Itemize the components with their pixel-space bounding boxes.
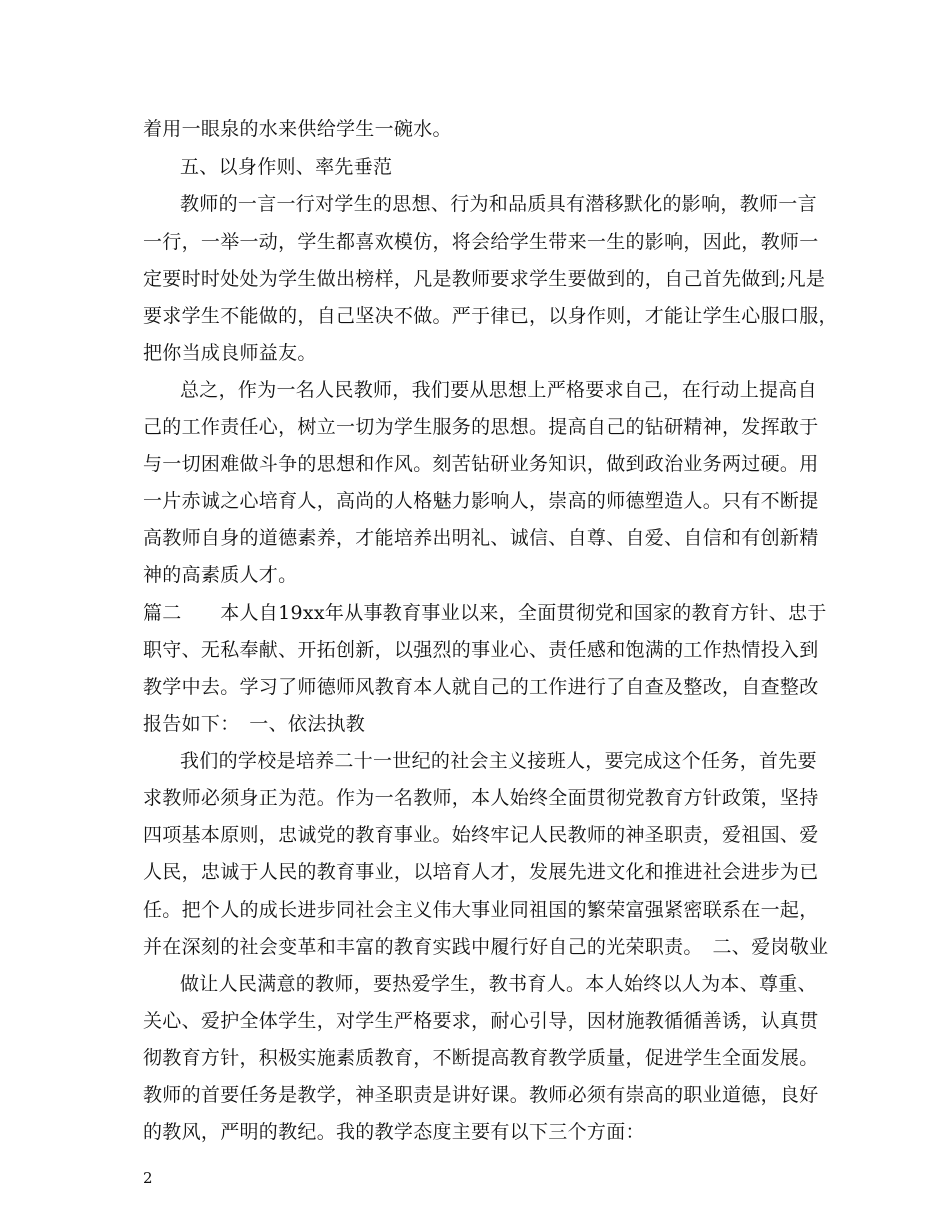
text-line: 四项基本原则，忠诚党的教育事业。始终牢记人民教师的神圣职责，爱祖国、爱	[143, 824, 819, 846]
text-line: 一片赤诚之心培育人，高尚的人格魅力影响人，崇高的师德塑造人。只有不断提	[143, 490, 819, 512]
text-line: 一行，一举一动，学生都喜欢模仿，将会给学生带来一生的影响，因此，教师一	[143, 231, 819, 253]
text-line: 与一切困难做斗争的思想和作风。刻苦钻研业务知识，做到政治业务两过硬。用	[143, 453, 819, 475]
text-line: 我们的学校是培养二十一世纪的社会主义接班人，要完成这个任务，首先要	[180, 750, 817, 772]
text-line: 人民，忠诚于人民的教育事业，以培育人才，发展先进文化和推进社会进步为已	[143, 861, 819, 883]
text-line: 己的工作责任心，树立一切为学生服务的思想。提高自己的钻研精神，发挥敢于	[143, 416, 819, 438]
text-line: 报告如下： 一、依法执教	[143, 713, 366, 735]
text-line: 并在深刻的社会变革和丰富的教育实践中履行好自己的光荣职责。 二、爱岗敬业	[143, 936, 829, 958]
text-line: 着用一眼泉的水来供给学生一碗水。	[143, 118, 452, 140]
text-line: 教师的首要任务是教学，神圣职责是讲好课。教师必须有崇高的职业道德，良好	[143, 1084, 819, 1106]
text-line: 求教师必须身正为范。作为一名教师，本人始终全面贯彻党教育方针政策，坚持	[143, 787, 819, 809]
text-line: 要求学生不能做的，自己坚决不做。严于律已，以身作则，才能让学生心服口服，	[143, 305, 838, 327]
text-line: 教师的一言一行对学生的思想、行为和品质具有潜移默化的影响，教师一言	[180, 193, 817, 215]
text-line: 篇二 本人自19xx年从事教育事业以来，全面贯彻党和国家的教育方针、忠于	[143, 602, 827, 624]
text-line: 彻教育方针，积极实施素质教育，不断提高教育教学质量，促进学生全面发展。	[143, 1047, 819, 1069]
text-line: 神的高素质人才。	[143, 564, 298, 586]
text-line: 定要时时处处为学生做出榜样，凡是教师要求学生要做到的，自己首先做到;凡是	[143, 268, 826, 290]
text-line: 把你当成良师益友。	[143, 342, 317, 364]
text-line: 职守、无私奉献、开拓创新，以强烈的事业心、责任感和饱满的工作热情投入到	[143, 639, 819, 661]
text-line: 教学中去。学习了师德师风教育本人就自己的工作进行了自查及整改，自查整改	[143, 676, 819, 698]
text-line: 任。把个人的成长进步同社会主义伟大事业同祖国的繁荣富强紧密联系在一起，	[143, 899, 819, 921]
section-heading: 五、以身作则、率先垂范	[180, 156, 393, 178]
text-line: 关心、爱护全体学生，对学生严格要求，耐心引导，因材施教循循善诱，认真贯	[143, 1010, 819, 1032]
text-line: 总之，作为一名人民教师，我们要从思想上严格要求自己，在行动上提高自	[180, 379, 817, 401]
text-line: 的教风，严明的教纪。我的教学态度主要有以下三个方面：	[143, 1121, 645, 1143]
text-line: 高教师自身的道德素养，才能培养出明礼、诚信、自尊、自爱、自信和有创新精	[143, 527, 819, 549]
page-number: 2	[143, 1169, 153, 1187]
text-line: 做让人民满意的教师，要热爱学生，教书育人。本人始终以人为本、尊重、	[180, 973, 817, 995]
